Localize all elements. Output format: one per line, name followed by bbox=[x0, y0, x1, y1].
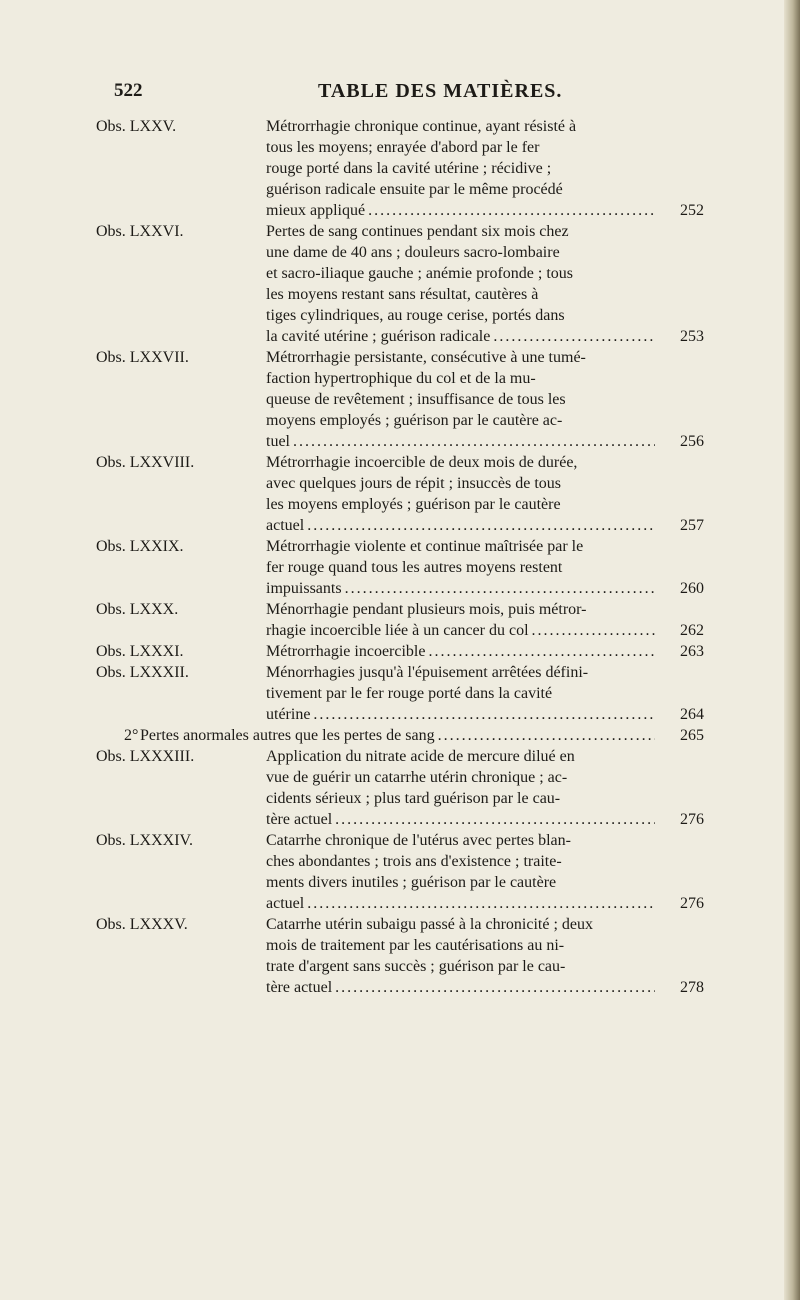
entry-line-last: Pertes anormales autres que les pertes de sang ..... bbox=[140, 725, 658, 746]
entry-line: tivement par le fer rouge porté dans la cavité bbox=[266, 685, 553, 702]
page-reference: 252 bbox=[680, 202, 704, 219]
entry-line-last: tuel ..... bbox=[266, 431, 658, 452]
entry-text bbox=[266, 347, 658, 452]
entry-line-last: tère actuel ..... bbox=[266, 809, 658, 830]
entry-text bbox=[266, 452, 658, 536]
entry-line: Catarrhe chronique de l'utérus avec pertes blan- bbox=[266, 832, 571, 849]
page-title: TABLE DES MATIÈRES. bbox=[318, 80, 563, 102]
entry-line: Métrorrhagie violente et continue maîtrisée par le bbox=[266, 538, 584, 555]
entry-line: Métrorrhagie persistante, consécutive à une tumé- bbox=[266, 349, 586, 366]
table-of-contents bbox=[0, 116, 800, 998]
entry-text bbox=[266, 536, 658, 599]
toc-entry bbox=[0, 662, 800, 725]
page-reference: 278 bbox=[680, 979, 704, 996]
observation-label: Obs. LXXX. bbox=[96, 601, 179, 618]
page-reference: 253 bbox=[680, 328, 704, 345]
entry-line: avec quelques jours de répit ; insuccès de tous bbox=[266, 475, 562, 492]
entry-line: les moyens restant sans résultat, cautères à bbox=[266, 286, 539, 303]
entry-line: Métrorrhagie chronique continue, ayant résisté à bbox=[266, 118, 577, 135]
running-header bbox=[108, 80, 688, 108]
entry-line: mois de traitement par les cautérisations au ni- bbox=[266, 937, 565, 954]
entry-text bbox=[266, 641, 658, 662]
entry-text bbox=[140, 725, 658, 746]
toc-entry bbox=[0, 116, 800, 221]
entry-line-last: rhagie incoercible liée à un cancer du col ..... bbox=[266, 620, 658, 641]
entry-line-last: mieux appliqué ..... bbox=[266, 200, 658, 221]
dot-leader bbox=[293, 431, 655, 452]
page-reference: 263 bbox=[680, 643, 704, 660]
page-reference: 257 bbox=[680, 517, 704, 534]
toc-entry bbox=[0, 746, 800, 830]
dot-leader bbox=[345, 578, 655, 599]
page-reference: 276 bbox=[680, 895, 704, 912]
toc-entry bbox=[0, 830, 800, 914]
observation-label: Obs. LXXXIII. bbox=[96, 748, 195, 765]
page-reference: 262 bbox=[680, 622, 704, 639]
entry-line: vue de guérir un catarrhe utérin chronique ; ac- bbox=[266, 769, 568, 786]
observation-label: Obs. LXXXII. bbox=[96, 664, 189, 681]
observation-label: Obs. LXXIX. bbox=[96, 538, 184, 555]
observation-label: Obs. LXXXI. bbox=[96, 643, 184, 660]
entry-text bbox=[266, 116, 658, 221]
page-reference: 265 bbox=[680, 727, 704, 744]
entry-line: cidents sérieux ; plus tard guérison par le cau- bbox=[266, 790, 561, 807]
entry-line-last: utérine ..... bbox=[266, 704, 658, 725]
entry-line: ments divers inutiles ; guérison par le cautère bbox=[266, 874, 557, 891]
entry-text bbox=[266, 746, 658, 830]
entry-line-last: actuel ..... bbox=[266, 893, 658, 914]
entry-line: rouge porté dans la cavité utérine ; récidive ; bbox=[266, 160, 552, 177]
page-reference: 264 bbox=[680, 706, 704, 723]
entry-line: guérison radicale ensuite par le même procédé bbox=[266, 181, 563, 198]
page-reference: 276 bbox=[680, 811, 704, 828]
dot-leader bbox=[307, 893, 655, 914]
entry-text bbox=[266, 914, 658, 998]
entry-line: Application du nitrate acide de mercure dilué en bbox=[266, 748, 575, 765]
observation-label: Obs. LXXXV. bbox=[96, 916, 188, 933]
entry-line: queuse de revêtement ; insuffisance de tous les bbox=[266, 391, 566, 408]
entry-line-last: actuel ..... bbox=[266, 515, 658, 536]
dot-leader bbox=[368, 200, 655, 221]
entry-line: Pertes de sang continues pendant six mois chez bbox=[266, 223, 569, 240]
dot-leader bbox=[493, 326, 655, 347]
dot-leader bbox=[335, 977, 655, 998]
dot-leader bbox=[335, 809, 655, 830]
entry-line: Catarrhe utérin subaigu passé à la chronicité ; deux bbox=[266, 916, 593, 933]
toc-entry bbox=[0, 536, 800, 599]
entry-line: ches abondantes ; trois ans d'existence ; traite- bbox=[266, 853, 562, 870]
entry-line-last: Métrorrhagie incoercible ..... bbox=[266, 641, 658, 662]
dot-leader bbox=[307, 515, 655, 536]
toc-entry bbox=[0, 347, 800, 452]
observation-label: Obs. LXXVII. bbox=[96, 349, 189, 366]
entry-line: tiges cylindriques, au rouge cerise, portés dans bbox=[266, 307, 565, 324]
entry-line: trate d'argent sans succès ; guérison par le cau- bbox=[266, 958, 566, 975]
observation-label: Obs. LXXXIV. bbox=[96, 832, 194, 849]
entry-line-last: impuissants ..... bbox=[266, 578, 658, 599]
dot-leader bbox=[532, 620, 655, 641]
section-number: 2° bbox=[124, 727, 139, 744]
entry-line: les moyens employés ; guérison par le cautère bbox=[266, 496, 561, 513]
entry-line: Métrorrhagie incoercible de deux mois de durée, bbox=[266, 454, 578, 471]
entry-line: tous les moyens; enrayée d'abord par le fer bbox=[266, 139, 540, 156]
dot-leader bbox=[438, 725, 655, 746]
dot-leader bbox=[313, 704, 655, 725]
entry-line: fer rouge quand tous les autres moyens restent bbox=[266, 559, 563, 576]
entry-text bbox=[266, 221, 658, 347]
toc-entry bbox=[0, 914, 800, 998]
entry-line: moyens employés ; guérison par le cautère ac- bbox=[266, 412, 563, 429]
entry-text bbox=[266, 662, 658, 725]
entry-line: une dame de 40 ans ; douleurs sacro-lombaire bbox=[266, 244, 560, 261]
observation-label: Obs. LXXV. bbox=[96, 118, 177, 135]
entry-line: faction hypertrophique du col et de la mu- bbox=[266, 370, 536, 387]
page-reference: 260 bbox=[680, 580, 704, 597]
entry-text bbox=[266, 830, 658, 914]
page-number: 522 bbox=[114, 80, 143, 101]
toc-entry bbox=[0, 221, 800, 347]
entry-line-last: la cavité utérine ; guérison radicale ..... bbox=[266, 326, 658, 347]
toc-entry bbox=[0, 452, 800, 536]
entry-line: et sacro-iliaque gauche ; anémie profonde ; tous bbox=[266, 265, 573, 282]
dot-leader bbox=[428, 641, 655, 662]
toc-entry bbox=[0, 641, 800, 662]
toc-entry bbox=[0, 599, 800, 641]
observation-label: Obs. LXXVIII. bbox=[96, 454, 195, 471]
observation-label: Obs. LXXVI. bbox=[96, 223, 184, 240]
entry-text bbox=[266, 599, 658, 641]
toc-entry bbox=[0, 725, 800, 746]
entry-line: Ménorrhagies jusqu'à l'épuisement arrêtées défini- bbox=[266, 664, 589, 681]
entry-line-last: tère actuel ..... bbox=[266, 977, 658, 998]
page-reference: 256 bbox=[680, 433, 704, 450]
entry-line: Ménorrhagie pendant plusieurs mois, puis métror- bbox=[266, 601, 587, 618]
